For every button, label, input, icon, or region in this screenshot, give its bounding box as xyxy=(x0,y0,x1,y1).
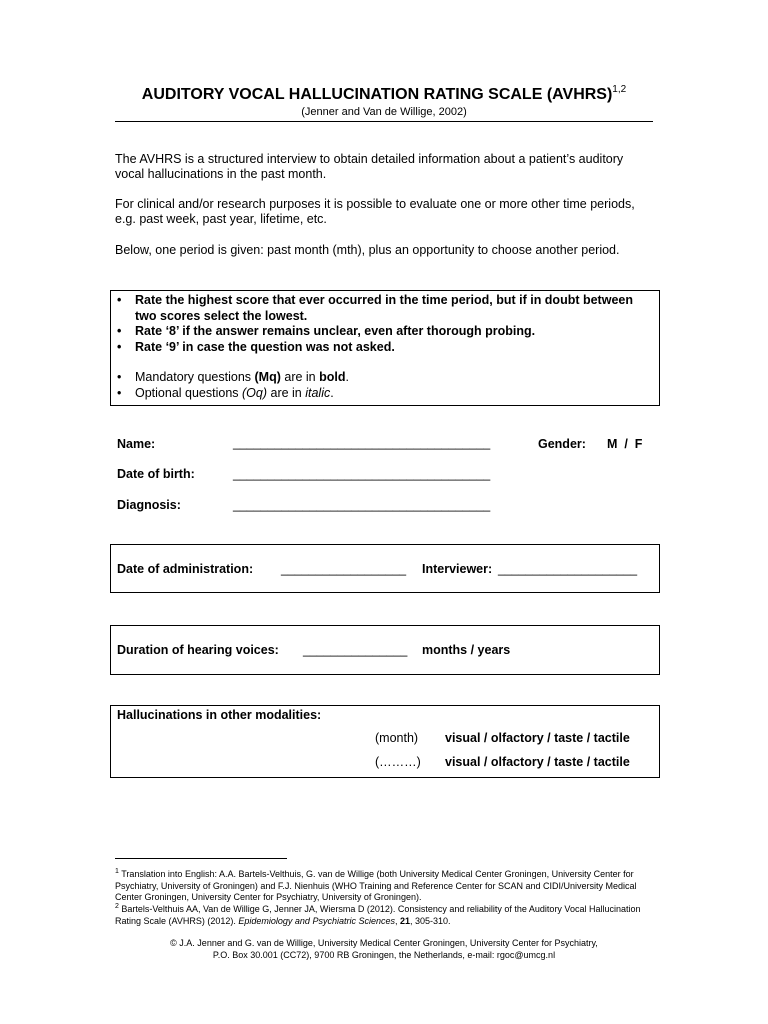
footnote-2: $^2$ Bartels-Velthuis AA, Van de Willige G, Jenner JA, Wiersma D (2012). Consistency and reliability of the Auditory Vocal Hallucination Rating Scale (AVHRS) (2012). Epidemiology and Psychiatric Sciences, 21, 305-310. xyxy=(115,903,641,926)
rule-item: • Rate ‘9’ in case the question was not asked. xyxy=(113,340,653,356)
dob-label: Date of birth: xyxy=(117,467,195,481)
duration-unit[interactable]: months / years xyxy=(422,643,511,657)
rule-item: • Rate ‘8’ if the answer remains unclear, even after thorough probing. xyxy=(113,324,653,340)
intro-paragraph-1: The AVHRS is a structured interview to obtain detailed information about a patient’s auditory vocal hallucinations in the past month. xyxy=(115,152,624,181)
gender-options[interactable]: M / F xyxy=(607,437,643,451)
copyright-footer xyxy=(115,937,653,961)
modalities-options-month[interactable]: visual / olfactory / taste / tactile xyxy=(445,731,630,745)
duration-box xyxy=(110,625,660,675)
modalities-label: Hallucinations in other modalities: xyxy=(117,708,322,722)
name-label: Name: xyxy=(117,437,156,451)
footnote-1: $^1$ Translation into English: A.A. Bartels-Velthuis, G. van de Willige (both University Medical Center Groningen, University Center for Psychiatry, University of Groningen) and F.J. Nienhuis (WHO Training and Reference Center for SCAN and CIDI/University Medical Center Groningen, University Center for Psychiatry, University of Groningen). xyxy=(115,868,637,902)
title-rule xyxy=(115,121,653,122)
footnote-rule xyxy=(115,858,287,859)
diagnosis-label: Diagnosis: xyxy=(117,498,181,512)
footer-line-2: P.O. Box 30.001 (CC72), 9700 RB Groningen, the Netherlands, e-mail: rgoc@umcg.nl xyxy=(212,950,556,960)
modalities-period-month: (month) xyxy=(375,731,419,745)
modalities-box xyxy=(110,705,660,778)
administration-date-field[interactable]: __________________ xyxy=(281,562,407,576)
gender-label: Gender: xyxy=(538,437,586,451)
rating-rules-box xyxy=(110,290,660,406)
document-subtitle: (Jenner and Van de Willige, 2002) xyxy=(301,106,467,118)
rating-rules-list xyxy=(113,293,653,401)
intro-paragraph-3: Below, one period is given: past month (mth), plus an opportunity to choose another period. xyxy=(115,243,620,257)
diagnosis-field[interactable]: _____________________________________ xyxy=(233,498,491,512)
dob-field[interactable]: _____________________________________ xyxy=(233,467,491,481)
duration-label: Duration of hearing voices: xyxy=(117,643,279,657)
modalities-options-other[interactable]: visual / olfactory / taste / tactile xyxy=(445,755,630,769)
document-title: AUDITORY VOCAL HALLUCINATION RATING SCALE (AVHRS)$^{1,2}$ xyxy=(141,84,627,103)
administration-date-label: Date of administration: xyxy=(117,562,254,576)
duration-field[interactable]: _______________ xyxy=(303,643,408,657)
intro-paragraph-2: For clinical and/or research purposes it is possible to evaluate one or more other time periods, e.g. past week, past year, lifetime, etc. xyxy=(115,197,635,226)
footer-line-1: © J.A. Jenner and G. van de Willige, University Medical Center Groningen, University Center for Psychiatry, xyxy=(170,938,598,948)
title-footnote-marks: 1,2 xyxy=(612,84,627,95)
interviewer-label: Interviewer: xyxy=(422,562,493,576)
modalities-period-other[interactable]: (………) xyxy=(375,755,421,769)
administration-box xyxy=(110,544,660,593)
rule-item: • Rate the highest score that ever occurred in the time period, but if in doubt between two scores select the lowest. xyxy=(113,293,653,324)
rule-item-mandatory: • Mandatory questions (Mq) are in bold. xyxy=(113,370,653,386)
name-field[interactable]: _____________________________________ xyxy=(233,436,491,450)
interviewer-field[interactable]: ____________________ xyxy=(498,562,638,576)
rule-item-optional: • Optional questions (Oq) are in italic. xyxy=(113,386,653,402)
